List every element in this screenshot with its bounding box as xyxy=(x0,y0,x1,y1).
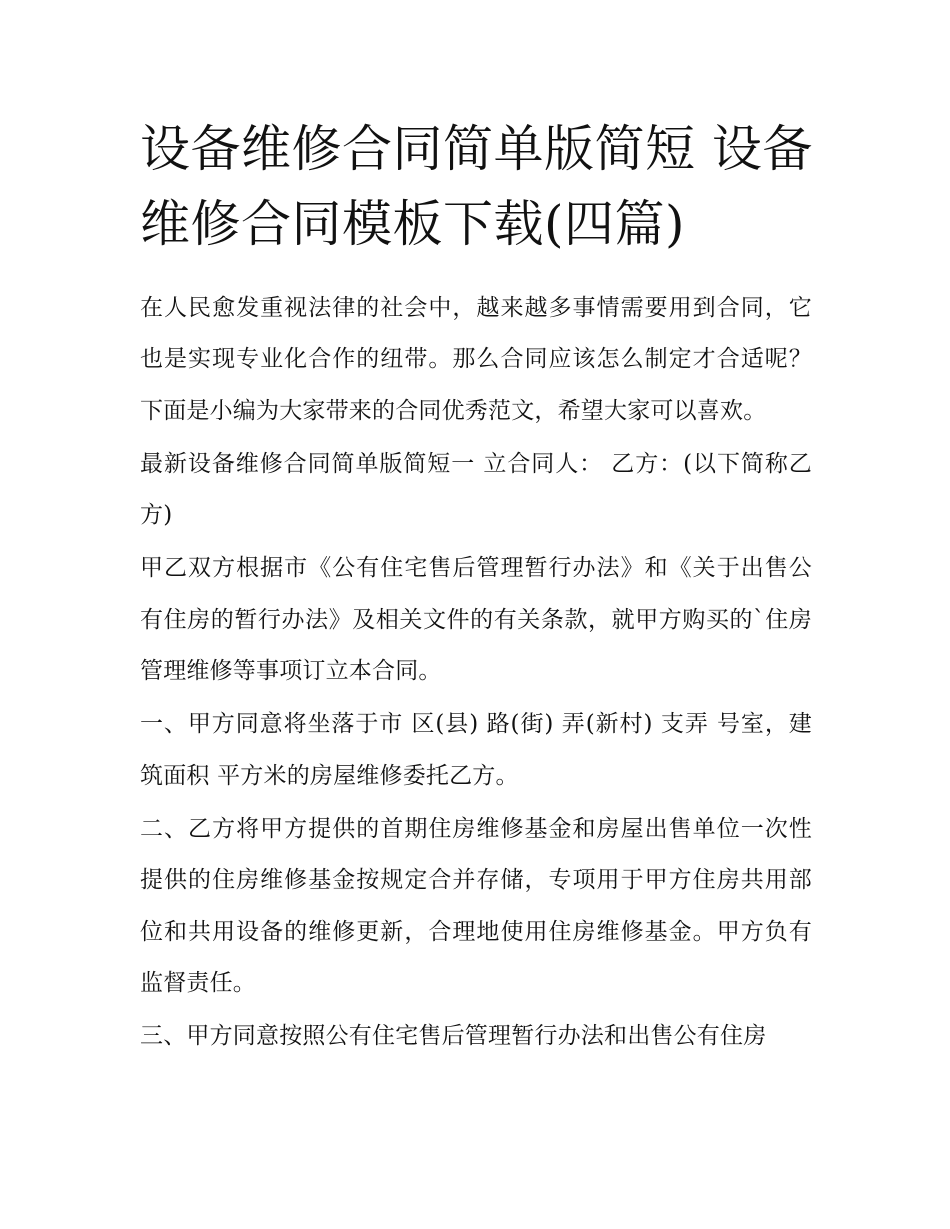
intro-paragraph: 在人民愈发重视法律的社会中，越来越多事情需要用到合同，它也是实现专业化合作的纽带。那么合同应该怎么制定才合适呢？下面是小编为大家带来的合同优秀范文，希望大家可以喜欢。 xyxy=(140,295,812,424)
document-body xyxy=(140,283,812,1064)
document-title: 设备维修合同简单版简短 设备维修合同模板下载(四篇) xyxy=(140,120,813,253)
clause-3-paragraph: 三、甲方同意按照公有住宅售后管理暂行办法和出售公有住房 xyxy=(140,1023,767,1050)
clause-2-paragraph: 二、乙方将甲方提供的首期住房维修基金和房屋出售单位一次性提供的住房维修基金按规定合并存储，专项用于甲方住房共用部位和共用设备的维修更新，合理地使用住房维修基金。甲方负有监督责任。 xyxy=(140,815,812,996)
contract-heading-paragraph: 最新设备维修合同简单版简短一 立合同人： 乙方：(以下简称乙方) xyxy=(140,450,812,529)
basis-paragraph: 甲乙双方根据市《公有住宅售后管理暂行办法》和《关于出售公有住房的暂行办法》及相关文件的有关条款，就甲方购买的`住房管理维修等事项订立本合同。 xyxy=(140,555,812,685)
clause-1-paragraph: 一、甲方同意将坐落于市 区(县) 路(街) 弄(新村) 支弄 号室，建筑面积 平方米的房屋维修委托乙方。 xyxy=(140,711,812,789)
